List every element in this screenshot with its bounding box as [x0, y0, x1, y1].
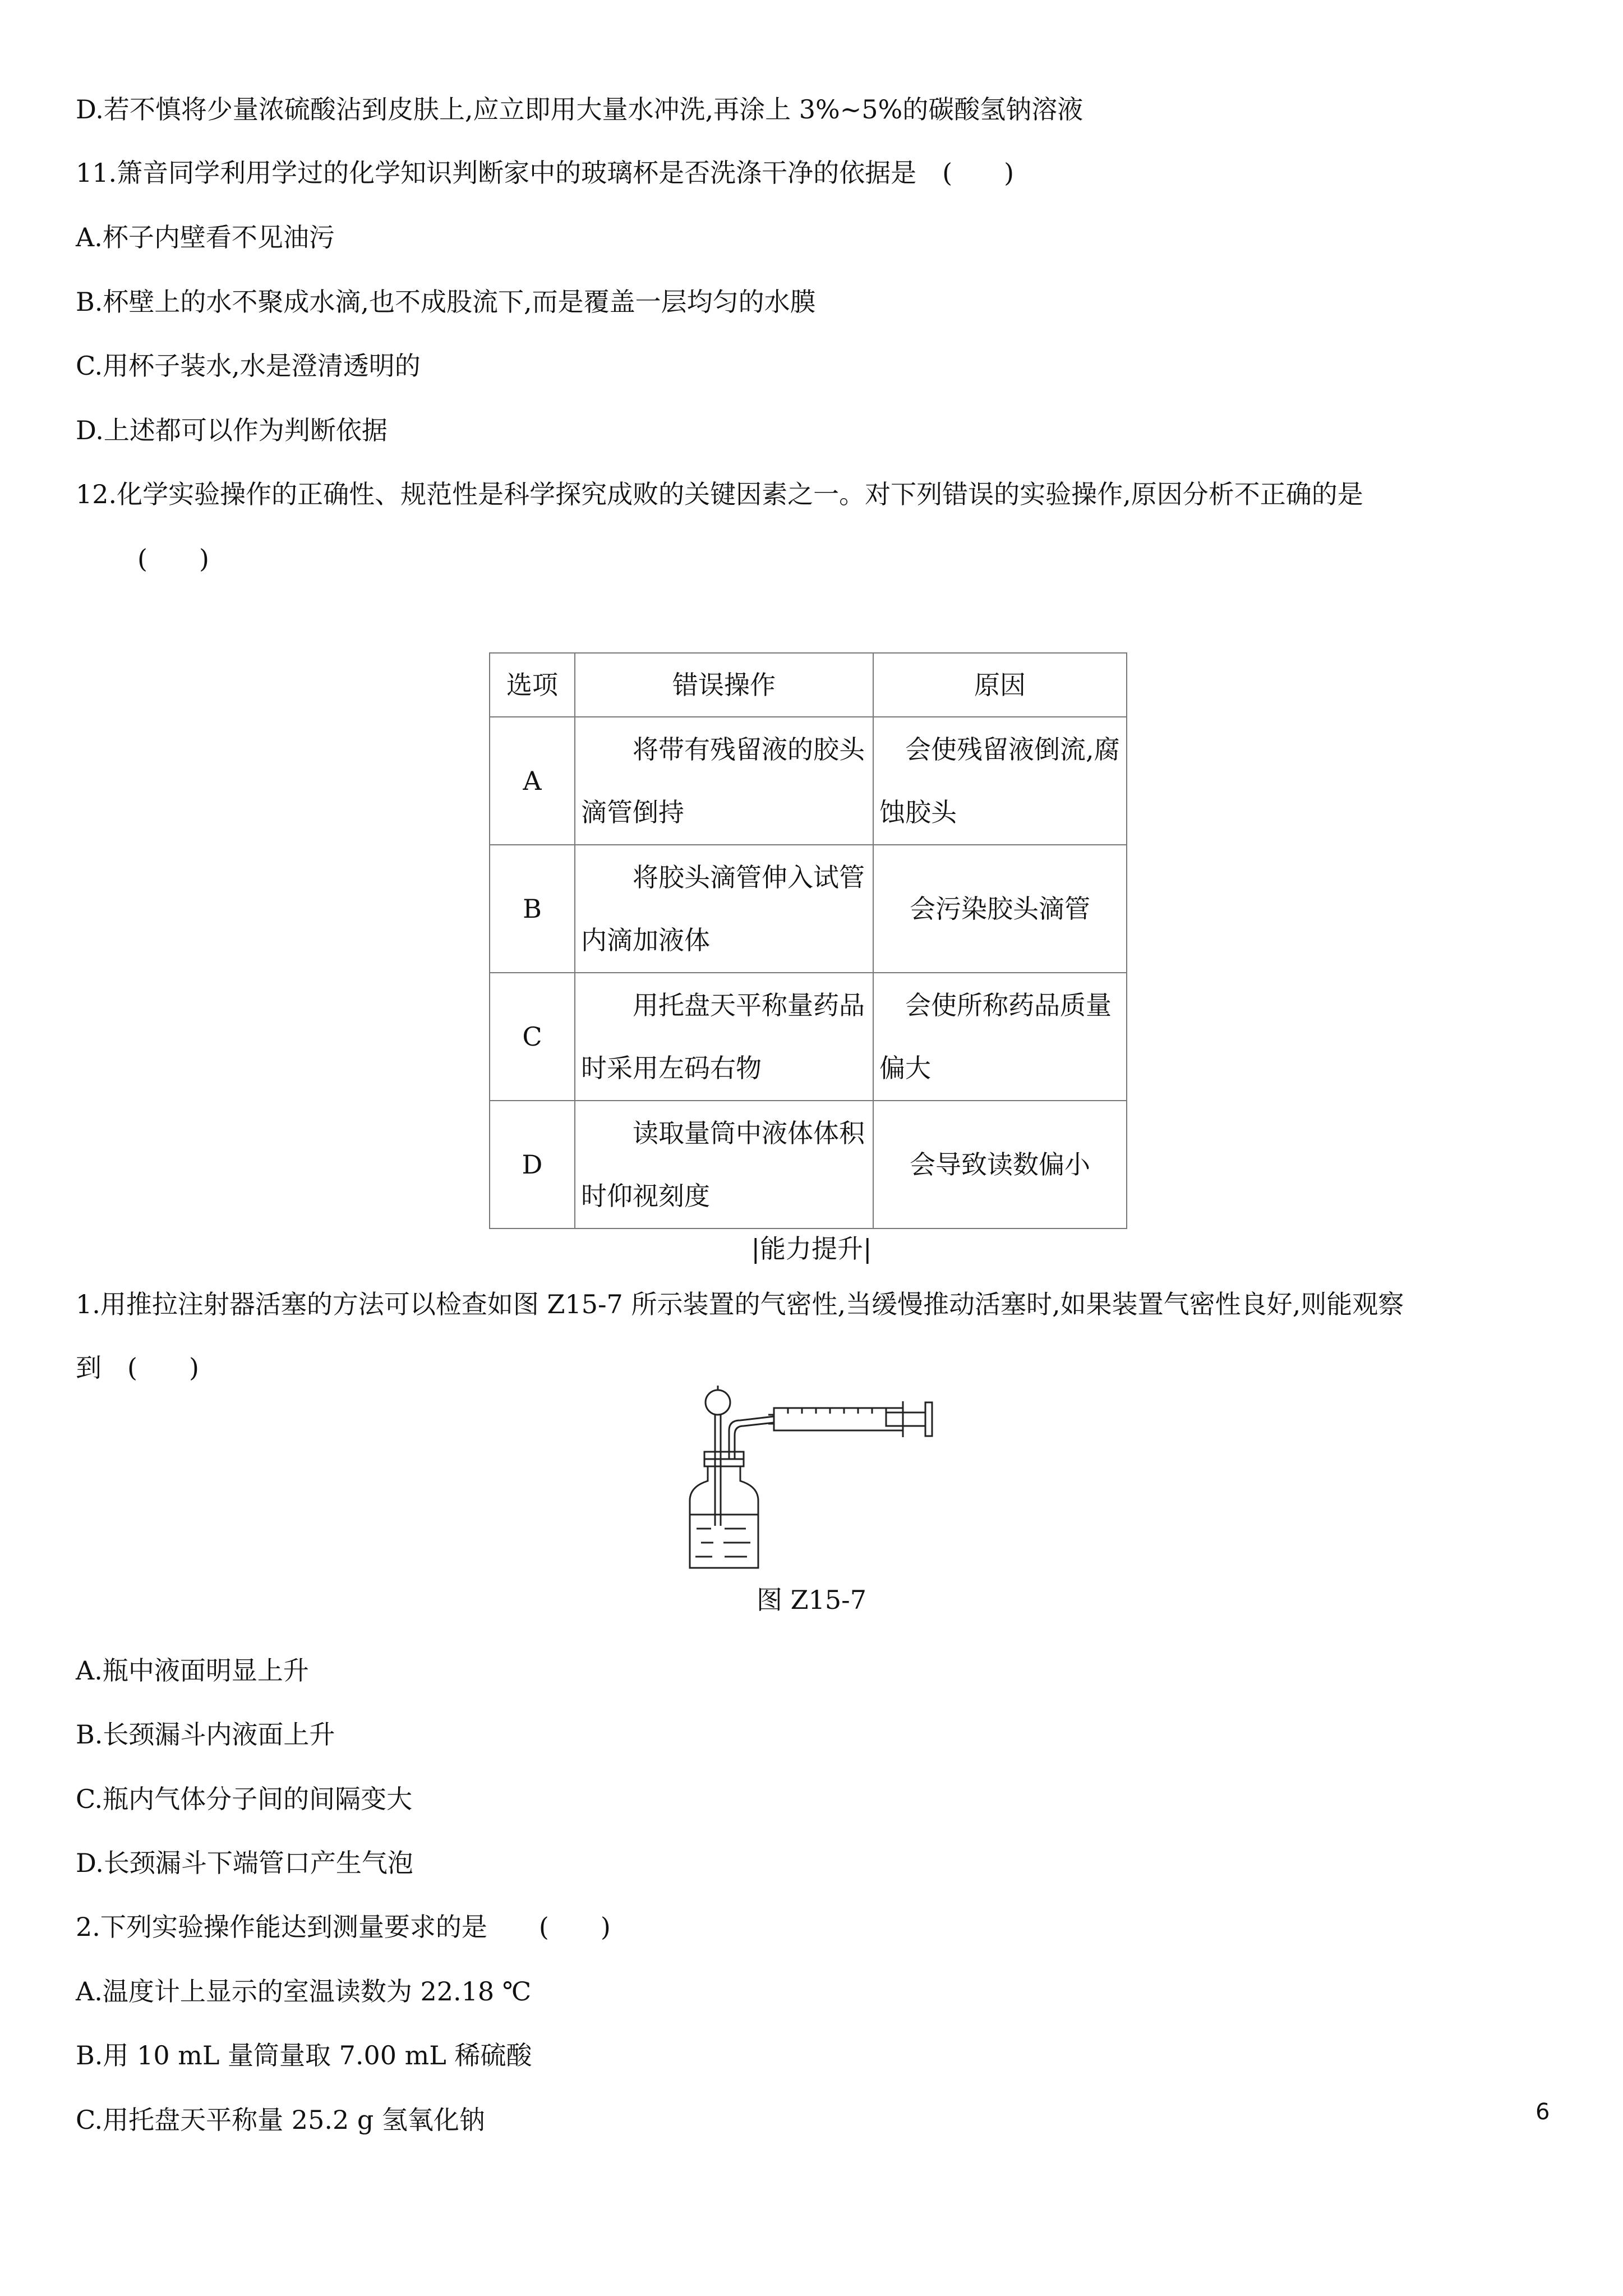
row-reason: 会使所称药品质量偏大 [873, 973, 1127, 1101]
table-row [490, 717, 1127, 845]
row-reason: 会导致读数偏小 [873, 1101, 1127, 1228]
table-header-row [490, 653, 1127, 717]
table-row [490, 973, 1127, 1101]
row-option: D [490, 1101, 575, 1228]
section-title: |能力提升| [751, 1234, 872, 1264]
question-11-option-c: C.用杯子装水,水是澄清透明的 [76, 351, 421, 381]
part2-q2-option-b: B.用 10 mL 量筒量取 7.00 mL 稀硫酸 [76, 2040, 532, 2070]
row-operation: 将胶头滴管伸入试管内滴加液体 [575, 845, 873, 973]
row-reason: 会使残留液倒流,腐蚀胶头 [873, 717, 1127, 845]
syringe-plunger [886, 1412, 925, 1426]
part2-q1-option-a: A.瓶中液面明显上升 [76, 1655, 309, 1686]
question-11-option-a: A.杯子内壁看不见油污 [76, 222, 335, 252]
part2-question-2: 2.下列实验操作能达到测量要求的是 ( ) [76, 1912, 611, 1942]
option-d-previous: D.若不慎将少量浓硫酸沾到皮肤上,应立即用大量水冲洗,再涂上 3%~5%的碳酸氢钠溶液 [76, 94, 1083, 125]
question-11: 11.箫音同学利用学过的化学知识判断家中的玻璃杯是否洗涤干净的依据是 ( ) [76, 158, 1015, 188]
part2-q1-option-c: C.瓶内气体分子间的间隔变大 [76, 1784, 413, 1814]
header-reason: 原因 [873, 653, 1127, 717]
header-operation: 错误操作 [575, 653, 873, 717]
table-row [490, 1101, 1127, 1228]
row-reason: 会污染胶头滴管 [873, 845, 1127, 973]
row-option: A [490, 717, 575, 845]
part2-question-1-cont: 到 ( ) [76, 1352, 199, 1383]
part2-q2-option-a: A.温度计上显示的室温读数为 22.18 ℃ [76, 1976, 532, 2007]
question-12: 12.化学实验操作的正确性、规范性是科学探究成败的关键因素之一。对下列错误的实验操作,原因分析不正确的是 [76, 479, 1363, 509]
part2-question-1: 1.用推拉注射器活塞的方法可以检查如图 Z15-7 所示装置的气密性,当缓慢推动活塞时,如果装置气密性良好,则能观察 [76, 1289, 1404, 1319]
row-option: B [490, 845, 575, 973]
row-operation: 将带有残留液的胶头滴管倒持 [575, 717, 873, 845]
syringe-barrel [774, 1408, 903, 1430]
question-11-option-b: B.杯壁上的水不聚成水滴,也不成股流下,而是覆盖一层均匀的水膜 [76, 287, 816, 317]
figure-caption: 图 Z15-7 [757, 1585, 866, 1615]
part2-q2-option-c: C.用托盘天平称量 25.2 g 氢氧化钠 [76, 2105, 485, 2135]
table-row [490, 845, 1127, 973]
error-operation-table [489, 652, 1127, 1229]
part2-q1-option-d: D.长颈漏斗下端管口产生气泡 [76, 1848, 413, 1878]
part2-q1-option-b: B.长颈漏斗内液面上升 [76, 1719, 335, 1750]
funnel-bulb [706, 1390, 730, 1415]
question-12-answer-paren: ( ) [137, 544, 209, 574]
bottle [690, 1466, 758, 1568]
row-operation: 读取量筒中液体体积时仰视刻度 [575, 1101, 873, 1228]
row-operation: 用托盘天平称量药品时采用左码右物 [575, 973, 873, 1101]
question-11-option-d: D.上述都可以作为判断依据 [76, 415, 388, 445]
header-option: 选项 [490, 653, 575, 717]
syringe-apparatus-figure [684, 1386, 942, 1571]
page-number: 6 [1536, 2099, 1550, 2125]
row-option: C [490, 973, 575, 1101]
